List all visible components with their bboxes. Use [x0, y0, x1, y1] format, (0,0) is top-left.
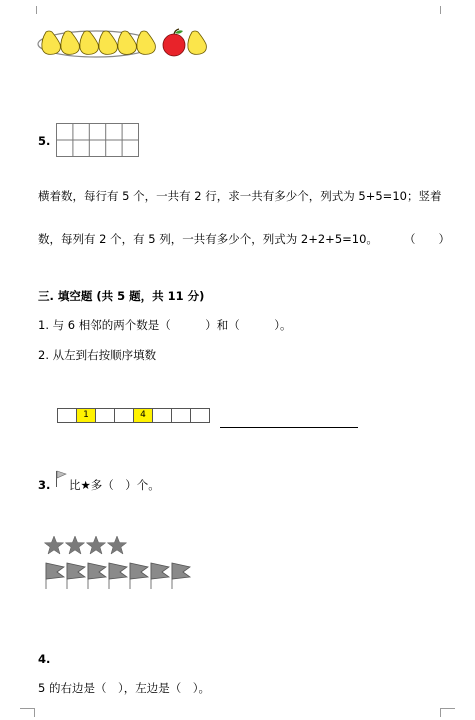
- star-icon: [86, 536, 105, 554]
- flag-icon: [109, 563, 127, 589]
- page-corner-mark: [440, 708, 455, 717]
- number-cell[interactable]: [57, 408, 77, 423]
- fill-question-4-text: 5 的右边是（ ），左边是（ ）。: [38, 681, 210, 695]
- number-cell[interactable]: [152, 408, 172, 423]
- section-3-title: 三. 填空题 (共 5 题，共 11 分): [38, 289, 205, 303]
- number-cell-filled: 1: [76, 408, 96, 423]
- star-icon: [44, 536, 63, 554]
- page-corner-mark: [28, 6, 37, 14]
- fill-question-1: 1. 与 6 相邻的两个数是（ ）和（ ）。: [38, 318, 292, 332]
- answer-parentheses[interactable]: （ ）: [404, 232, 450, 246]
- number-cell[interactable]: [171, 408, 191, 423]
- fill-question-3-number: 3.: [38, 478, 51, 492]
- number-cell[interactable]: [190, 408, 210, 423]
- page-corner-mark: [440, 6, 449, 14]
- flag-icon: [151, 563, 169, 589]
- flag-icon: [46, 563, 64, 589]
- question-5-line-2: 数，每列有 2 个，有 5 列，一共有多少个，列式为 2+2+5=10。: [38, 232, 378, 246]
- flag-icon: [130, 563, 148, 589]
- page-corner-mark: [20, 708, 35, 717]
- answer-blank-line[interactable]: [220, 427, 358, 428]
- flag-icon: [172, 563, 190, 589]
- flags-image: [44, 561, 194, 591]
- question-5-number: 5.: [38, 134, 51, 148]
- stars-image: [44, 535, 134, 557]
- pears-apple-image: [36, 24, 216, 64]
- number-cell[interactable]: [114, 408, 134, 423]
- number-cell[interactable]: [95, 408, 115, 423]
- flag-icon: [67, 563, 85, 589]
- flag-icon: [88, 563, 106, 589]
- number-strip: [58, 408, 210, 423]
- fill-question-2: 2. 从左到右按顺序填数: [38, 348, 157, 362]
- star-icon: [65, 536, 84, 554]
- apple-icon: [163, 29, 185, 56]
- fill-question-4-number: 4.: [38, 652, 51, 666]
- fill-question-3-text: 比★多（ ）个。: [69, 478, 160, 492]
- question-5-line-1: 横着数，每行有 5 个，一共有 2 行，求一共有多少个，列式为 5+5=10；竖着: [38, 189, 442, 203]
- star-icon: [107, 536, 126, 554]
- number-cell-filled: 4: [133, 408, 153, 423]
- flag-icon: [55, 470, 67, 488]
- grid-2x5-image: [56, 123, 140, 159]
